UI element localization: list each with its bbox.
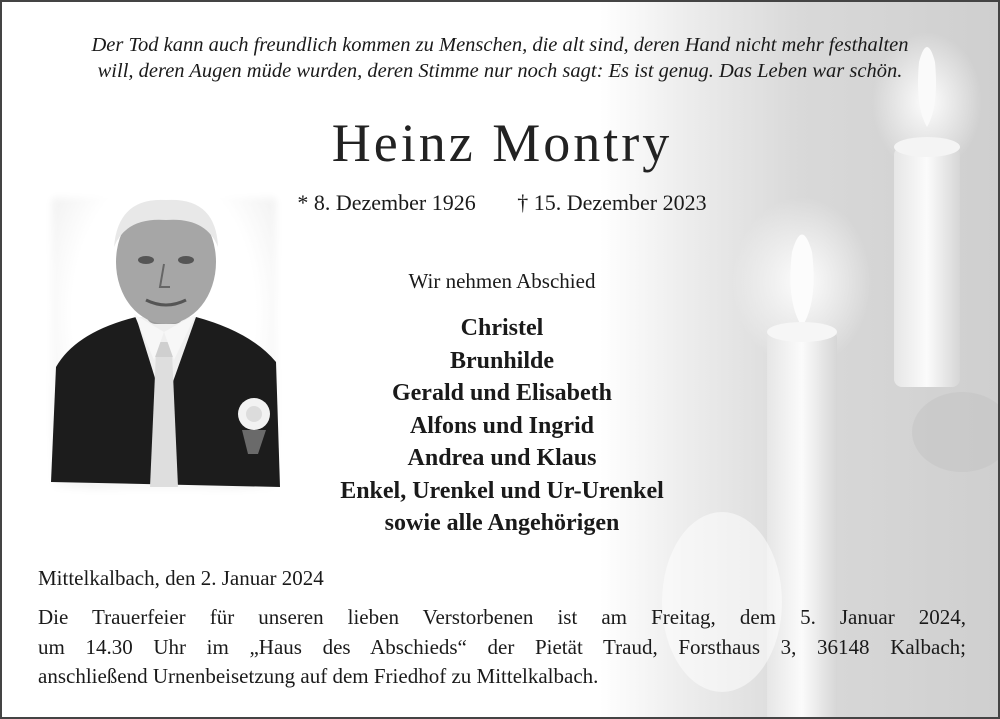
portrait-photo (46, 192, 282, 495)
mourner-item: sowie alle Angehörigen (384, 510, 620, 536)
farewell-heading: Wir nehmen Abschied (408, 269, 596, 293)
quote (22, 32, 978, 84)
mourner-item: Brunhilde (449, 347, 555, 374)
death-date: † 15. Dezember 2023 (517, 190, 707, 215)
ceremony-line-2: um 14.30 Uhr im „Haus des Abschieds“ der Pietät Traud, Forsthaus 3, 36148 Kalbach; (38, 634, 966, 659)
place-date: Mittelkalbach, den 2. Januar 2024 (38, 566, 324, 590)
mourner-item: Alfons und Ingrid (409, 412, 595, 439)
quote-line-1: Der Tod kann auch freundlich kommen zu Menschen, die alt sind, deren Hand nicht mehr festhalten (91, 34, 909, 56)
mourner-item: Enkel, Urenkel und Ur-Urenkel (340, 477, 664, 504)
mourner-item: Christel (460, 315, 544, 341)
ceremony-info (38, 603, 966, 692)
mourners-list (282, 312, 722, 540)
ceremony-line-3: anschließend Urnenbeisetzung auf dem Friedhof zu Mittelkalbach. (38, 664, 599, 688)
portrait-icon (46, 192, 282, 495)
mourner-item: Gerald und Elisabeth (391, 380, 613, 406)
ceremony-line-1: Die Trauerfeier für unseren lieben Verstorbenen ist am Freitag, dem 5. Januar 2024, (38, 605, 966, 629)
mourner-item: Andrea und Klaus (407, 445, 597, 471)
deceased-name: Heinz Montry (331, 113, 673, 173)
birth-date: * 8. Dezember 1926 (297, 190, 476, 215)
quote-line-2: will, deren Augen müde wurden, deren Stimme nur noch sagt: Es ist genug. Das Leben war schön. (97, 60, 903, 82)
